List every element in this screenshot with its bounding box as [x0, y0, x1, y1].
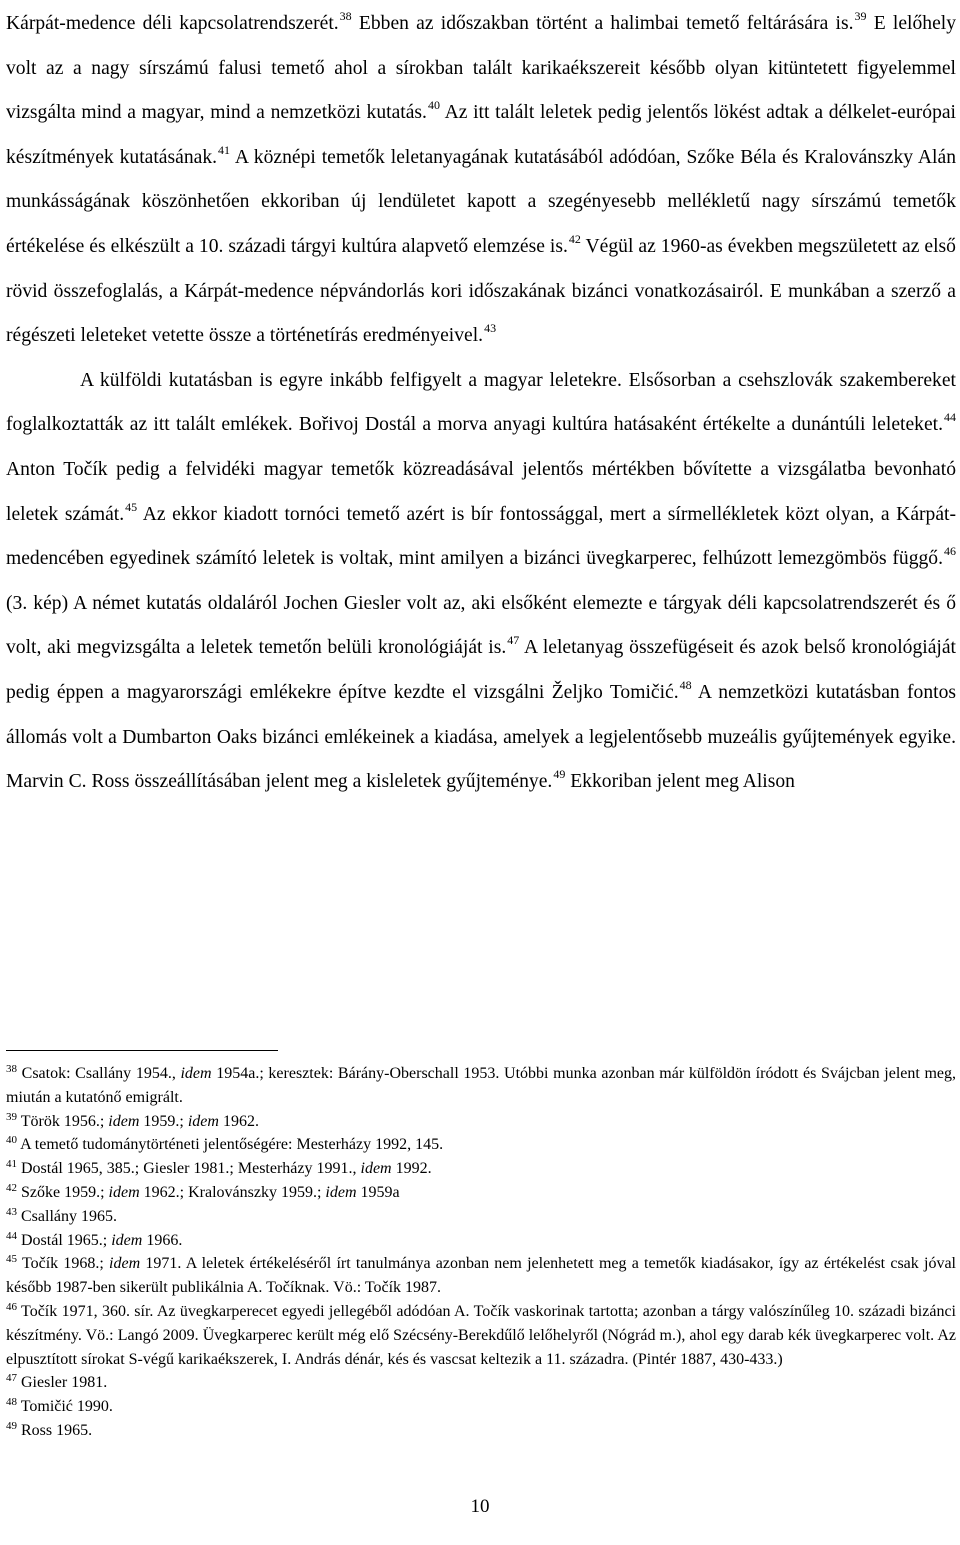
footnote-40 [6, 1133, 956, 1157]
text-run: Az itt talált leletek pedig jelentős lökést adtak a délkelet-európai készítmények kutatásának. [6, 102, 957, 168]
footnote-44 [6, 1229, 956, 1253]
footnote-text: Točík 1968.; [17, 1255, 110, 1273]
text-run: (3. kép) A német kutatás oldaláról Jochen Giesler volt az, aki elsőként elemezte e tárgyak déli kapcsolatrendszerét és ő volt, aki megvizsgálta a leletek temetőn belüli kronológiáját is. [6, 592, 956, 659]
text-run: Kárpát-medence déli kapcsolatrendszerét. [6, 13, 339, 34]
text-run: Ebben az időszakban történt a halimbai temető feltárására is. [351, 13, 854, 34]
footnote-number: 39 [6, 1110, 17, 1123]
footnote-text: Csatok: Csallány 1954., [17, 1065, 181, 1082]
footnote-ref-45[interactable]: 45 [125, 499, 138, 514]
page-number: 10 [470, 1496, 490, 1517]
text-run: A leletanyag összefügéseit és azok belső kronológiáját pedig éppen a magyarországi emlékekre építve kezdte el vizsgálni Željko Tomičić. [6, 637, 956, 703]
footnote-text: Szőke 1959.; [17, 1183, 109, 1201]
footnote-number: 49 [6, 1419, 17, 1432]
footnote-text: Ross 1965. [17, 1421, 93, 1439]
footnote-48 [6, 1395, 956, 1419]
text-run: A köznépi temetők leletanyagának kutatásából adódóan, Szőke Béla és Kralovánszky Alán munkásságának köszönhetően ekkoriban új lendületet kapott a szegényesebb mellékletű nagy sírszámú temetők értékelése és elkészült a 10. századi tárgyi kultúra alapvető elemzése is. [6, 146, 956, 257]
footnote-number: 45 [6, 1253, 17, 1266]
footnote-text: 1962. [218, 1112, 259, 1130]
footnote-number: 40 [6, 1134, 17, 1147]
text-run: E lelőhely volt az a nagy sírszámú falusi temető ahol a sírokban talált karikaékszereit később olyan kitüntetett figyelemmel vizsgálta mind a magyar, mind a nemzetközi kutatás. [6, 13, 957, 124]
footnote-text: 1992. [391, 1160, 432, 1178]
text-run: Anton Točík pedig a felvidéki magyar temetők közreadásával jelentős mértékben bővítette a vizsgálatba bevonható leletek számát. [6, 458, 956, 525]
footnote-ref-39[interactable]: 39 [854, 9, 867, 23]
footnote-ref-42[interactable]: 42 [568, 231, 581, 246]
footnote-text: Točík 1971, 360. sír. Az üvegkarperecet egyedi jellegéből adódóan A. Točík vaskorinak tartotta; azonban a tárgy valószínűleg 10. századi bizánci készítmény. Vö.: Langó 2009. Üvegkarperec került még elő Szécsény-Berekdűlő lelőhelyről (Nógrád m.), ahol egy darab kék üvegkarperec volt. Az elpusztított sírokat S-végű karikaékszerek, I. András dénár, kés és vascsat keltezik a 11. századra. (Pintér 1887, 430-433.) [6, 1302, 956, 1368]
text-run: Ekkoriban jelent meg Alison [565, 771, 795, 793]
footnote-separator [6, 1050, 278, 1051]
text-run: Végül az 1960-as években megszületett az első rövid összefoglalás, a Kárpát-medence népvándorlás kori időszakának bizánci vonatkozásairól. E munkában a szerző a régészeti leleteket vetette össze a történetírás eredményeivel. [6, 235, 956, 347]
footnote-italic: idem [360, 1160, 392, 1178]
footnote-45 [6, 1252, 956, 1300]
footnote-text: 1971. A leletek értékeléséről írt tanulmánya azonban nem jelenhetett meg a temetők kiadásakor, így az értékelést csak jóval később 1987-ben sikerült publikálnia A. Točíknak. Vö.: Točík 1987. [6, 1255, 956, 1297]
footnote-ref-44[interactable]: 44 [944, 410, 956, 425]
footnote-ref-46[interactable]: 46 [944, 544, 956, 559]
footnote-ref-48[interactable]: 48 [679, 677, 692, 692]
footnotes [6, 1062, 956, 1443]
footnote-italic: idem [108, 1183, 140, 1201]
footnote-ref-49[interactable]: 49 [553, 767, 566, 782]
footnote-47 [6, 1371, 956, 1395]
footnote-ref-40[interactable]: 40 [427, 98, 440, 113]
footnote-italic: idem [187, 1112, 219, 1130]
footnote-number: 46 [6, 1300, 17, 1313]
footnote-41 [6, 1157, 956, 1181]
footnote-text: 1966. [142, 1231, 183, 1249]
footnote-number: 43 [6, 1205, 17, 1218]
footnote-text: 1954a.; keresztek: Bárány-Oberschall 1953. Utóbbi munka azonban már külföldön íródott és Svájcban jelent meg, miután a kutatónő emigrált. [6, 1065, 956, 1106]
footnote-number: 44 [6, 1229, 17, 1242]
footnote-text: 1959.; [139, 1112, 188, 1130]
footnote-text: Török 1956.; [17, 1112, 109, 1130]
footnote-text: A temető tudománytörténeti jelentőségére: Mesterházy 1992, 145. [17, 1136, 444, 1154]
footnote-italic: idem [325, 1183, 357, 1201]
footnote-text: 1962.; Kralovánszky 1959.; [139, 1183, 326, 1201]
footnote-number: 48 [6, 1396, 17, 1409]
footnote-italic: idem [108, 1112, 140, 1130]
document-page [6, 0, 956, 805]
paragraph-1 [6, 2, 956, 359]
footnote-49 [6, 1419, 956, 1443]
text-run: A nemzetközi kutatásban fontos állomás volt a Dumbarton Oaks bizánci emlékeinek a kiadása, amelyek a legjelentősebb muzeális gyűjtemények egyike. Marvin C. Ross összeállításában jelent meg a kisleletek gyűjteménye. [6, 681, 956, 793]
footnote-number: 47 [6, 1372, 17, 1385]
footnote-43 [6, 1205, 956, 1229]
footnote-italic: idem [180, 1065, 212, 1082]
footnote-39 [6, 1110, 956, 1134]
footnote-ref-38[interactable]: 38 [339, 9, 352, 23]
footnote-italic: idem [109, 1255, 141, 1273]
text-run: Az ekkor kiadott tornóci temető azért is bír fontossággal, mert a sírmellékletek közt olyan, a Kárpát-medencében egyedinek számító leletek is voltak, mint amilyen a bizánci üvegkarperec, felhúzott lemezgömbös függő. [6, 503, 956, 570]
footnote-italic: idem [111, 1231, 143, 1249]
body-text [6, 0, 956, 805]
footnote-text: 1959a [356, 1183, 400, 1201]
footnote-number: 42 [6, 1181, 17, 1194]
paragraph-2 [6, 359, 956, 805]
footnote-number: 38 [6, 1063, 17, 1075]
text-run: A külföldi kutatásban is egyre inkább felfigyelt a magyar leletekre. Elsősorban a csehszlovák szakembereket foglalkoztatták az itt talált emlékek. Bořivoj Dostál a morva anyagi kultúra hatásaként értékelte a dunántúli leleteket. [6, 369, 956, 436]
footnote-ref-41[interactable]: 41 [218, 142, 231, 157]
footnote-text: Tomičić 1990. [17, 1398, 113, 1416]
footnote-42 [6, 1181, 956, 1205]
footnote-ref-43[interactable]: 43 [484, 321, 497, 336]
footnote-46 [6, 1300, 956, 1371]
footnote-text: Giesler 1981. [17, 1374, 108, 1392]
footnote-text: Dostál 1965.; [17, 1231, 112, 1249]
footnote-text: Csallány 1965. [17, 1207, 117, 1225]
footnote-ref-47[interactable]: 47 [507, 633, 520, 648]
footnote-text: Dostál 1965, 385.; Giesler 1981.; Mesterházy 1991., [17, 1160, 361, 1178]
footnote-number: 41 [6, 1158, 17, 1171]
footnote-38 [6, 1062, 956, 1110]
